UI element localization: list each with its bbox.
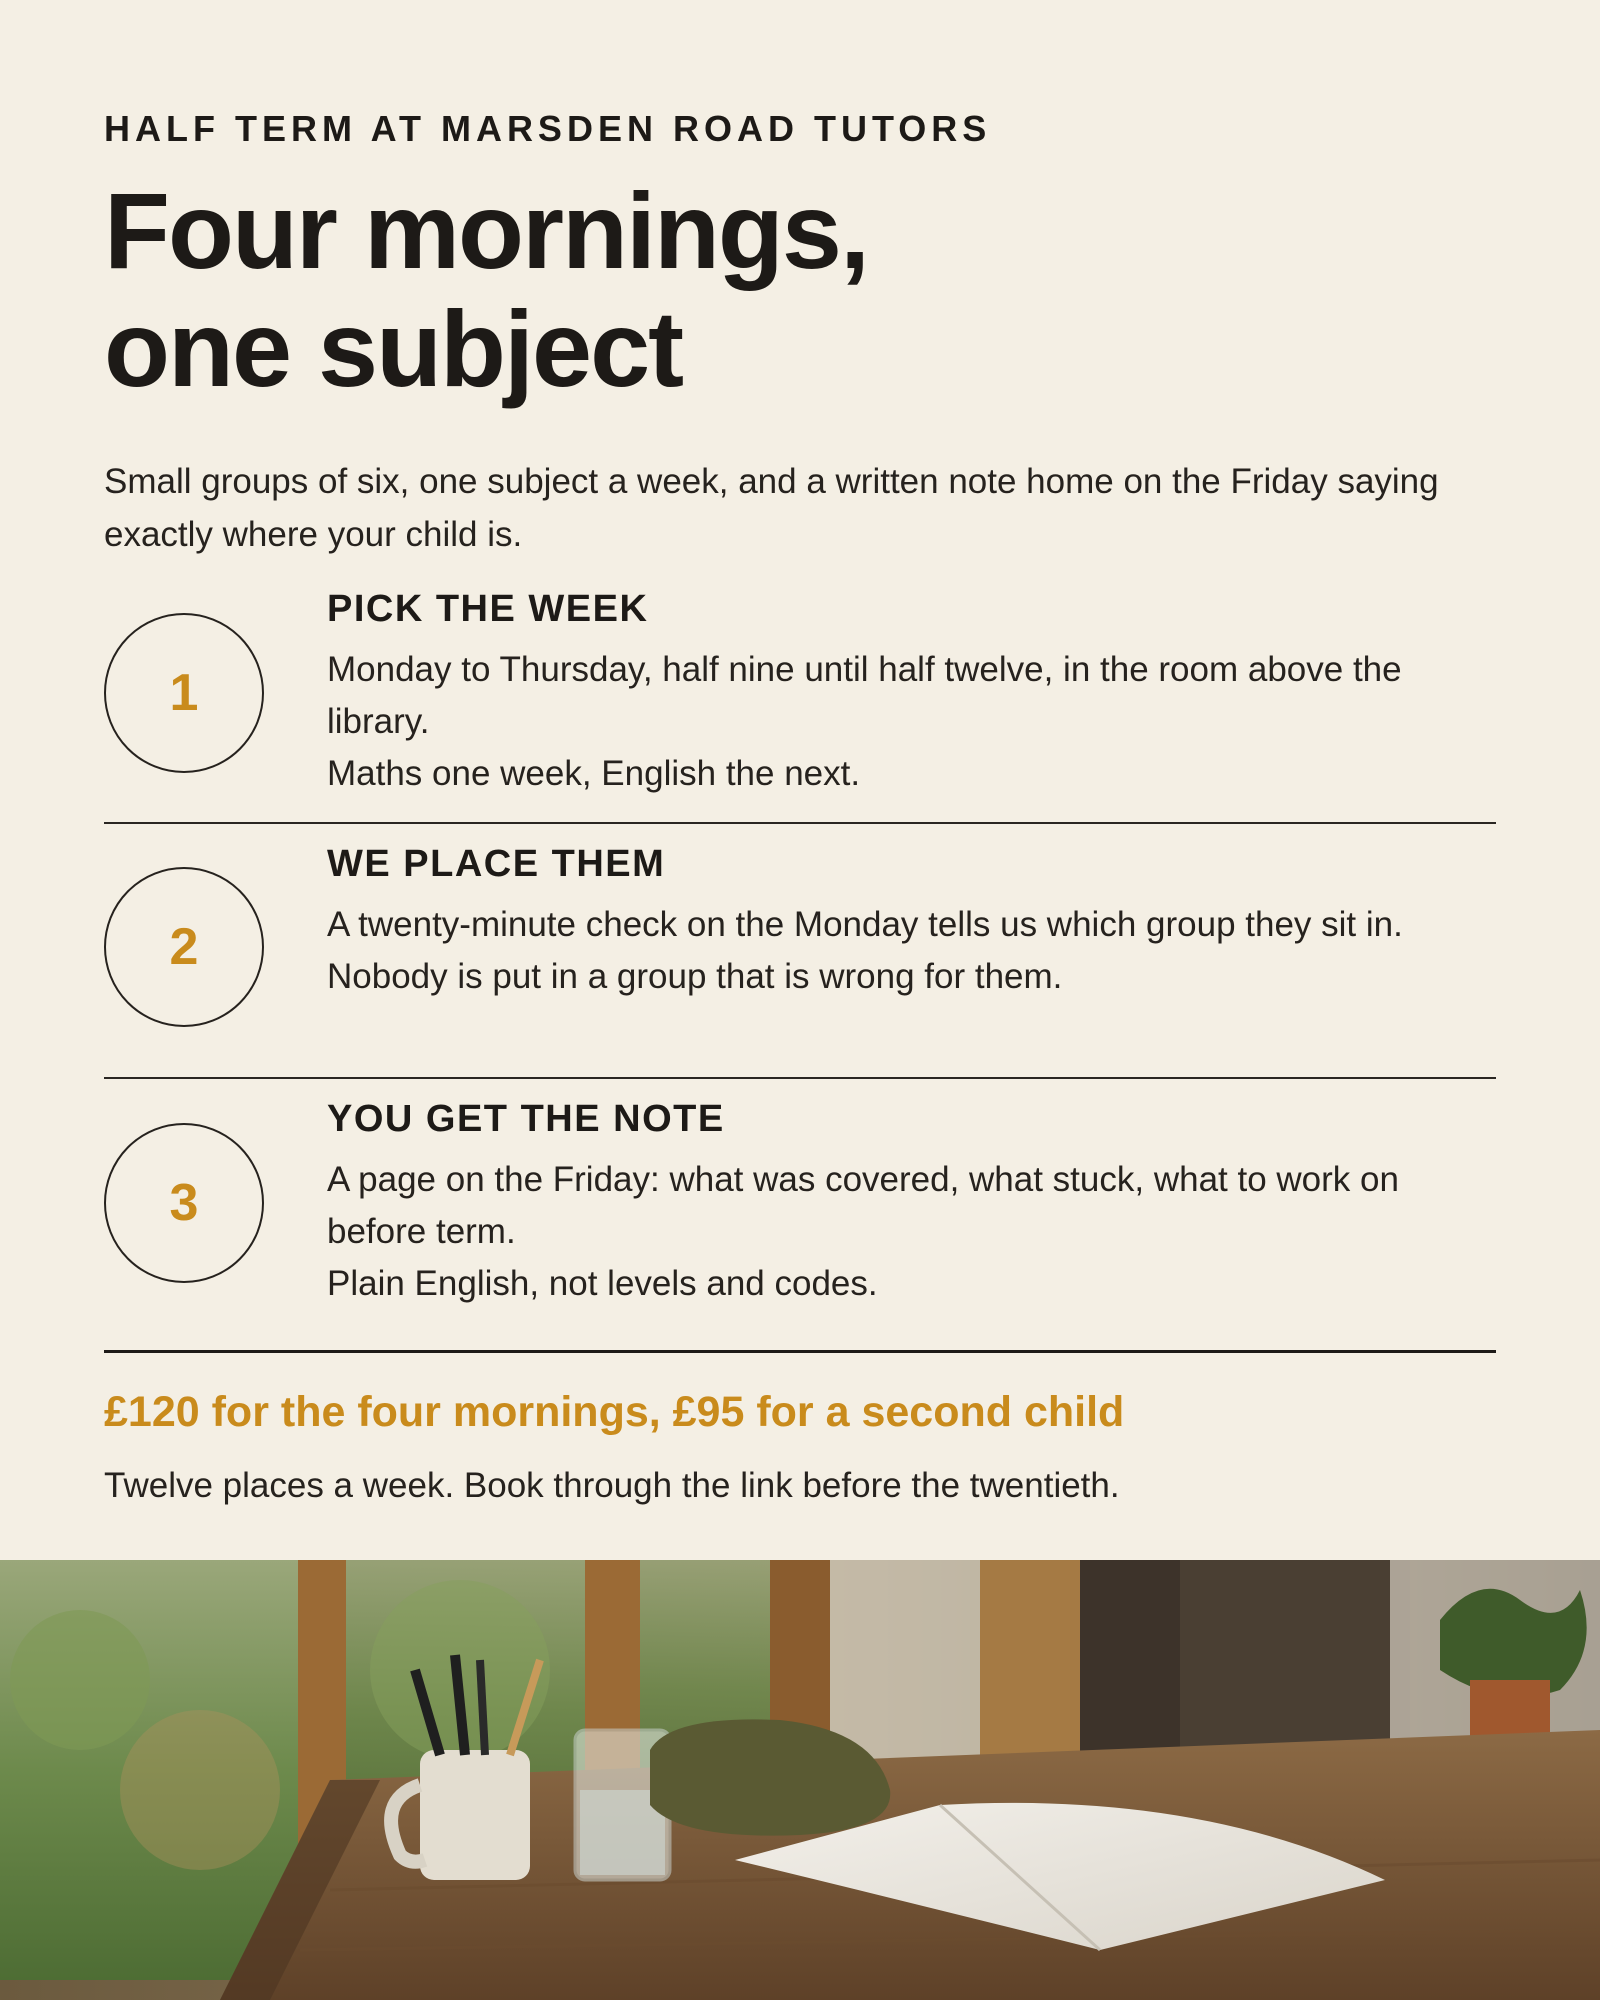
step-heading: WE PLACE THEM bbox=[327, 843, 666, 885]
title-line-2: one subject bbox=[104, 288, 683, 409]
step-number-circle: 3 bbox=[104, 1123, 264, 1283]
step-line: A twenty-minute check on the Monday tells us which group they sit in. bbox=[327, 905, 1403, 944]
divider-thick bbox=[104, 1350, 1496, 1353]
divider bbox=[104, 1077, 1496, 1079]
booking-note: Twelve places a week. Book through the link before the twentieth. bbox=[104, 1466, 1120, 1505]
intro-paragraph: Small groups of six, one subject a week, and a written note home on the Friday saying exactly where your child is. bbox=[104, 462, 1439, 554]
step-heading: PICK THE WEEK bbox=[327, 588, 649, 630]
step-body bbox=[327, 644, 1497, 800]
eyebrow: HALF TERM AT MARSDEN ROAD TUTORS bbox=[104, 108, 992, 149]
step-line: Monday to Thursday, half nine until half twelve, in the room above the library. bbox=[327, 650, 1402, 741]
desk-photo bbox=[0, 1560, 1600, 2000]
step-line: Plain English, not levels and codes. bbox=[327, 1264, 878, 1303]
price-line: £120 for the four mornings, £95 for a second child bbox=[104, 1388, 1125, 1436]
page-title bbox=[104, 172, 1204, 408]
step-heading: YOU GET THE NOTE bbox=[327, 1098, 725, 1140]
step-line: Nobody is put in a group that is wrong for them. bbox=[327, 957, 1063, 996]
step-line: A page on the Friday: what was covered, what stuck, what to work on before term. bbox=[327, 1160, 1399, 1251]
step-number-circle: 1 bbox=[104, 613, 264, 773]
step-line: Maths one week, English the next. bbox=[327, 754, 861, 793]
step-number-circle: 2 bbox=[104, 867, 264, 1027]
step-body bbox=[327, 1154, 1497, 1310]
divider bbox=[104, 822, 1496, 824]
title-line-1: Four mornings, bbox=[104, 170, 868, 291]
step-body bbox=[327, 899, 1497, 1003]
